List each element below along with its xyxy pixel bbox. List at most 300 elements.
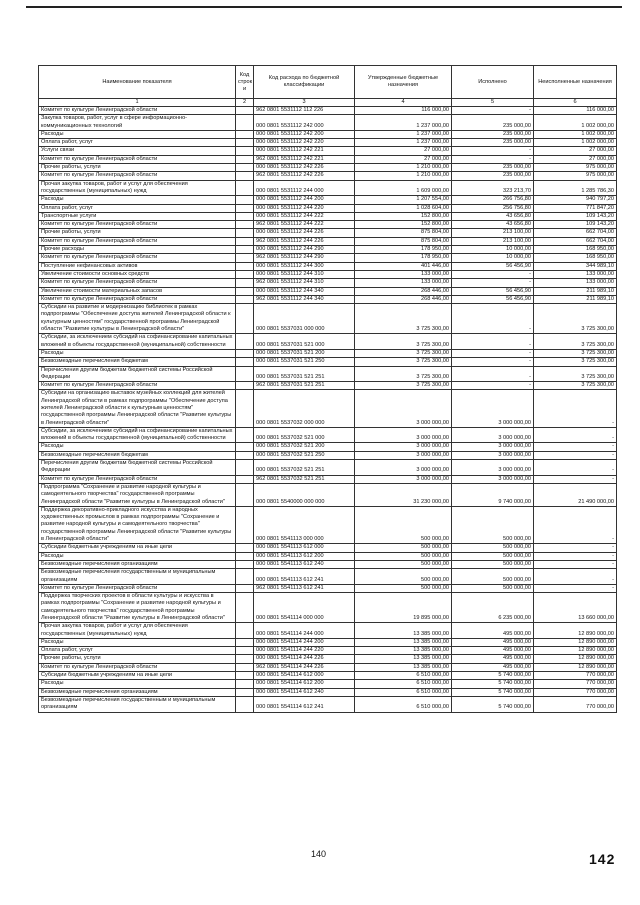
row-approved: 27 000,00	[355, 155, 452, 163]
row-expense-code: 000 0801 5537032 521 250	[254, 451, 355, 459]
row-name: Субсидии на организацию выставок музейных коллекций для жителей Ленинградской области в рамках подпрограммы "Обеспечение доступа жителей Ленинградской области к культурным ценностям" государственной программы Ленинградской области "Развитие культуры в Ленинградской области"	[39, 390, 236, 427]
row-name: Перечисления другим бюджетам бюджетной системы Российской Федерации	[39, 460, 236, 476]
row-line-code	[236, 172, 254, 180]
row-name: Оплата работ, услуг	[39, 647, 236, 655]
row-unexecuted: 12 890 000,00	[534, 623, 617, 639]
row-executed: 43 656,80	[452, 212, 534, 220]
row-approved: 6 510 000,00	[355, 680, 452, 688]
row-expense-code: 000 0801 5537032 000 000	[254, 390, 355, 427]
row-approved: 178 950,00	[355, 246, 452, 254]
table-row	[39, 638, 617, 646]
row-line-code	[236, 552, 254, 560]
row-name: Безвозмездные перечисления бюджетам	[39, 358, 236, 366]
top-rule	[26, 6, 622, 8]
table-row	[39, 544, 617, 552]
row-approved: 500 000,00	[355, 552, 452, 560]
row-line-code	[236, 475, 254, 483]
row-unexecuted: -	[534, 544, 617, 552]
row-line-code	[236, 107, 254, 115]
row-executed: 3 000 000,00	[452, 460, 534, 476]
table-row	[39, 390, 617, 427]
row-approved: 178 950,00	[355, 254, 452, 262]
row-approved: 1 237 000,00	[355, 139, 452, 147]
row-unexecuted: 975 000,00	[534, 172, 617, 180]
table-row	[39, 295, 617, 303]
header-name: Наименование показателя	[39, 66, 236, 99]
row-line-code	[236, 638, 254, 646]
row-executed: 266 756,80	[452, 196, 534, 204]
row-name: Комитет по культуре Ленинградской области	[39, 295, 236, 303]
row-name: Оплата работ, услуг	[39, 204, 236, 212]
row-name: Поддержка творческих проектов в области культуры и искусства в рамках подпрограммы "Сохранение и развитие народной культуры и самодеятельного творчества" государственной программы Ленинградской области "Развитие культуры в Ленинградской области"	[39, 593, 236, 623]
row-name: Расходы	[39, 196, 236, 204]
table-row	[39, 483, 617, 506]
table-row	[39, 623, 617, 639]
row-line-code	[236, 696, 254, 712]
header-executed: Исполнено	[452, 66, 534, 99]
row-expense-code: 000 0801 5537031 521 251	[254, 366, 355, 382]
row-name: Безвозмездные перечисления государственным и муниципальным организациям	[39, 696, 236, 712]
row-expense-code: 000 0801 5541114 612 000	[254, 672, 355, 680]
table-row	[39, 696, 617, 712]
row-approved: 3 000 000,00	[355, 443, 452, 451]
row-unexecuted: 12 890 000,00	[534, 663, 617, 671]
column-number: 5	[452, 99, 534, 107]
row-name: Расходы	[39, 130, 236, 138]
row-unexecuted: 12 890 000,00	[534, 638, 617, 646]
row-unexecuted: 3 725 300,00	[534, 358, 617, 366]
row-line-code	[236, 506, 254, 543]
row-name: Комитет по культуре Ленинградской области	[39, 237, 236, 245]
row-approved: 1 609 000,00	[355, 180, 452, 196]
row-name: Субсидии на развитие и модернизацию библиотек в рамках подпрограммы "Обеспечение доступа жителей Ленинградской области к культурным ценностям" государственной программы Ленинградской области "Развитие культуры в Ленинградской области"	[39, 304, 236, 334]
table-row	[39, 212, 617, 220]
row-approved: 133 000,00	[355, 270, 452, 278]
row-executed: 56 456,90	[452, 295, 534, 303]
row-name: Расходы	[39, 680, 236, 688]
row-name: Расходы	[39, 638, 236, 646]
row-expense-code: 000 0801 5541113 612 000	[254, 544, 355, 552]
row-executed: 56 456,90	[452, 262, 534, 270]
table-row	[39, 427, 617, 443]
row-line-code	[236, 680, 254, 688]
row-line-code	[236, 366, 254, 382]
row-approved: 3 000 000,00	[355, 390, 452, 427]
row-line-code	[236, 139, 254, 147]
row-expense-code: 000 0801 5541114 244 000	[254, 623, 355, 639]
row-executed: 500 000,00	[452, 544, 534, 552]
row-approved: 500 000,00	[355, 560, 452, 568]
row-expense-code: 000 0801 5537031 521 000	[254, 334, 355, 350]
row-approved: 3 725 300,00	[355, 358, 452, 366]
table-row	[39, 107, 617, 115]
row-name: Комитет по культуре Ленинградской области	[39, 382, 236, 390]
row-expense-code: 000 0801 5537031 000 000	[254, 304, 355, 334]
row-unexecuted: 3 725 300,00	[534, 382, 617, 390]
row-line-code	[236, 155, 254, 163]
table-row	[39, 475, 617, 483]
row-expense-code: 000 0801 5537032 521 000	[254, 427, 355, 443]
row-expense-code: 962 0801 5531112 242 226	[254, 172, 355, 180]
row-unexecuted: 770 000,00	[534, 680, 617, 688]
row-expense-code: 000 0801 5541113 612 200	[254, 552, 355, 560]
table-row	[39, 229, 617, 237]
row-name: Прочая закупка товаров, работ и услуг для обеспечения государственных (муниципальных) нужд	[39, 180, 236, 196]
row-approved: 3 725 300,00	[355, 366, 452, 382]
row-executed: 6 235 000,00	[452, 593, 534, 623]
row-unexecuted: -	[534, 390, 617, 427]
row-line-code	[236, 262, 254, 270]
row-unexecuted: 770 000,00	[534, 696, 617, 712]
row-executed: 256 756,80	[452, 204, 534, 212]
table-row	[39, 593, 617, 623]
table-row	[39, 506, 617, 543]
row-expense-code: 962 0801 5531112 244 310	[254, 279, 355, 287]
row-line-code	[236, 544, 254, 552]
row-approved: 3 725 300,00	[355, 382, 452, 390]
row-approved: 3 000 000,00	[355, 460, 452, 476]
row-executed: 9 740 000,00	[452, 483, 534, 506]
row-executed: 5 740 000,00	[452, 696, 534, 712]
row-line-code	[236, 460, 254, 476]
row-expense-code: 962 0801 5531112 112 226	[254, 107, 355, 115]
row-unexecuted: -	[534, 475, 617, 483]
row-executed: 500 000,00	[452, 584, 534, 592]
row-expense-code: 000 0801 5531112 244 000	[254, 180, 355, 196]
row-approved: 1 237 000,00	[355, 130, 452, 138]
row-expense-code: 000 0801 5531112 244 340	[254, 287, 355, 295]
row-name: Безвозмездные перечисления бюджетам	[39, 451, 236, 459]
row-approved: 268 446,00	[355, 295, 452, 303]
table-row	[39, 647, 617, 655]
row-expense-code: 000 0801 5531112 244 310	[254, 270, 355, 278]
row-name: Комитет по культуре Ленинградской области	[39, 254, 236, 262]
row-unexecuted: 211 989,10	[534, 287, 617, 295]
row-expense-code: 000 0801 5541114 244 226	[254, 655, 355, 663]
row-unexecuted: -	[534, 584, 617, 592]
table-row	[39, 451, 617, 459]
row-expense-code: 000 0801 5541113 000 000	[254, 506, 355, 543]
row-approved: 3 725 300,00	[355, 304, 452, 334]
row-unexecuted: -	[534, 427, 617, 443]
row-expense-code: 000 0801 5541114 244 200	[254, 638, 355, 646]
row-name: Прочие расходы	[39, 246, 236, 254]
row-name: Комитет по культуре Ленинградской области	[39, 279, 236, 287]
row-unexecuted: 211 989,10	[534, 295, 617, 303]
row-executed: 235 000,00	[452, 130, 534, 138]
row-unexecuted: 168 950,00	[534, 246, 617, 254]
row-approved: 875 804,00	[355, 237, 452, 245]
row-executed: 213 100,00	[452, 237, 534, 245]
row-unexecuted: 662 704,00	[534, 237, 617, 245]
row-executed: 3 000 000,00	[452, 427, 534, 443]
row-expense-code: 962 0801 5541113 612 241	[254, 584, 355, 592]
row-name: Безвозмездные перечисления организациям	[39, 560, 236, 568]
row-expense-code: 000 0801 5531112 242 200	[254, 130, 355, 138]
row-unexecuted: 1 002 000,00	[534, 130, 617, 138]
row-line-code	[236, 451, 254, 459]
row-expense-code: 962 0801 5541114 244 226	[254, 663, 355, 671]
row-name: Транспортные услуги	[39, 212, 236, 220]
row-name: Комитет по культуре Ленинградской области	[39, 155, 236, 163]
row-unexecuted: 12 890 000,00	[534, 655, 617, 663]
row-name: Подпрограмма "Сохранение и развитие народной культуры и самодеятельного творчества" государственной программы Ленинградской области "Развитие культуры в Ленинградской области"	[39, 483, 236, 506]
row-executed: 235 000,00	[452, 172, 534, 180]
row-approved: 500 000,00	[355, 544, 452, 552]
row-line-code	[236, 655, 254, 663]
row-line-code	[236, 390, 254, 427]
table-row	[39, 569, 617, 585]
row-name: Оплата работ, услуг	[39, 139, 236, 147]
row-line-code	[236, 196, 254, 204]
row-approved: 31 230 000,00	[355, 483, 452, 506]
row-executed: 235 000,00	[452, 139, 534, 147]
row-unexecuted: 116 000,00	[534, 107, 617, 115]
row-expense-code: 962 0801 5537031 521 251	[254, 382, 355, 390]
row-approved: 3 725 300,00	[355, 334, 452, 350]
row-unexecuted: -	[534, 560, 617, 568]
row-name: Закупка товаров, работ, услуг в сфере информационно-коммуникационных технологий	[39, 115, 236, 131]
row-line-code	[236, 569, 254, 585]
row-line-code	[236, 254, 254, 262]
row-line-code	[236, 237, 254, 245]
row-unexecuted: 27 000,00	[534, 155, 617, 163]
row-approved: 500 000,00	[355, 584, 452, 592]
table-row	[39, 349, 617, 357]
column-number: 4	[355, 99, 452, 107]
row-approved: 13 385 000,00	[355, 663, 452, 671]
row-unexecuted: -	[534, 443, 617, 451]
row-approved: 3 725 300,00	[355, 349, 452, 357]
row-approved: 1 028 604,00	[355, 204, 452, 212]
row-executed: 10 000,00	[452, 246, 534, 254]
row-line-code	[236, 221, 254, 229]
row-approved: 1 210 000,00	[355, 164, 452, 172]
row-approved: 3 000 000,00	[355, 475, 452, 483]
row-executed: 213 100,00	[452, 229, 534, 237]
row-line-code	[236, 212, 254, 220]
row-line-code	[236, 204, 254, 212]
row-expense-code: 000 0801 5540000 000 000	[254, 483, 355, 506]
row-approved: 401 446,00	[355, 262, 452, 270]
row-executed: 495 000,00	[452, 638, 534, 646]
table-row	[39, 584, 617, 592]
row-expense-code: 000 0801 5531112 244 226	[254, 229, 355, 237]
row-expense-code: 000 0801 5541114 612 200	[254, 680, 355, 688]
row-unexecuted: 1 285 786,30	[534, 180, 617, 196]
row-name: Перечисления другим бюджетам бюджетной системы Российской Федерации	[39, 366, 236, 382]
row-executed: -	[452, 147, 534, 155]
row-executed: 56 456,90	[452, 287, 534, 295]
row-line-code	[236, 647, 254, 655]
row-expense-code: 000 0801 5531112 244 200	[254, 196, 355, 204]
table-row	[39, 180, 617, 196]
table-row	[39, 155, 617, 163]
table-row	[39, 655, 617, 663]
row-line-code	[236, 427, 254, 443]
row-executed: -	[452, 358, 534, 366]
row-unexecuted: 12 890 000,00	[534, 647, 617, 655]
row-name: Комитет по культуре Ленинградской области	[39, 107, 236, 115]
row-approved: 1 237 000,00	[355, 115, 452, 131]
row-name: Субсидии, за исключением субсидий на софинансирование капитальных вложений в объекты государственной (муниципальной) собственности	[39, 427, 236, 443]
table-row	[39, 382, 617, 390]
row-executed: -	[452, 304, 534, 334]
header-row	[39, 66, 617, 99]
row-line-code	[236, 130, 254, 138]
row-approved: 152 800,00	[355, 212, 452, 220]
row-expense-code: 000 0801 5531112 244 222	[254, 212, 355, 220]
row-executed: 500 000,00	[452, 569, 534, 585]
table-row	[39, 334, 617, 350]
row-unexecuted: 109 143,20	[534, 212, 617, 220]
row-executed: -	[452, 334, 534, 350]
row-approved: 6 510 000,00	[355, 672, 452, 680]
row-line-code	[236, 688, 254, 696]
row-unexecuted: 1 002 000,00	[534, 139, 617, 147]
row-line-code	[236, 382, 254, 390]
row-executed: 3 000 000,00	[452, 443, 534, 451]
row-unexecuted: 770 000,00	[534, 688, 617, 696]
row-name: Безвозмездные перечисления организациям	[39, 688, 236, 696]
row-expense-code: 962 0801 5531112 242 221	[254, 155, 355, 163]
row-line-code	[236, 246, 254, 254]
row-approved: 500 000,00	[355, 569, 452, 585]
column-number: 2	[236, 99, 254, 107]
row-executed: 3 000 000,00	[452, 390, 534, 427]
table-row	[39, 139, 617, 147]
row-unexecuted: 109 143,20	[534, 221, 617, 229]
row-name: Субсидии бюджетным учреждениям на иные цели	[39, 544, 236, 552]
row-executed: 5 740 000,00	[452, 688, 534, 696]
header-expense-code: Код расхода по бюджетной классификации	[254, 66, 355, 99]
row-unexecuted: 662 704,00	[534, 229, 617, 237]
row-executed: -	[452, 107, 534, 115]
row-unexecuted: 3 725 300,00	[534, 349, 617, 357]
row-executed: 5 740 000,00	[452, 680, 534, 688]
row-name: Прочие работы, услуги	[39, 655, 236, 663]
row-line-code	[236, 593, 254, 623]
row-executed: 495 000,00	[452, 647, 534, 655]
row-line-code	[236, 164, 254, 172]
row-executed: -	[452, 366, 534, 382]
header-line-code: Код строк и	[236, 66, 254, 99]
table-row	[39, 130, 617, 138]
row-name: Комитет по культуре Ленинградской области	[39, 172, 236, 180]
row-expense-code: 000 0801 5531112 244 300	[254, 262, 355, 270]
row-executed: -	[452, 155, 534, 163]
budget-execution-table	[38, 65, 617, 713]
table-row	[39, 254, 617, 262]
row-line-code	[236, 287, 254, 295]
header-approved: Утвержденные бюджетные назначения	[355, 66, 452, 99]
row-line-code	[236, 295, 254, 303]
table-row	[39, 552, 617, 560]
row-line-code	[236, 180, 254, 196]
table-row	[39, 147, 617, 155]
column-number: 3	[254, 99, 355, 107]
table-row	[39, 366, 617, 382]
row-unexecuted: 771 847,20	[534, 204, 617, 212]
row-executed: 3 000 000,00	[452, 451, 534, 459]
column-number: 6	[534, 99, 617, 107]
row-approved: 13 385 000,00	[355, 638, 452, 646]
row-executed: 495 000,00	[452, 623, 534, 639]
table-row	[39, 237, 617, 245]
row-unexecuted: 21 490 000,00	[534, 483, 617, 506]
table-row	[39, 279, 617, 287]
table-body	[39, 107, 617, 713]
row-executed: 43 656,80	[452, 221, 534, 229]
row-expense-code: 000 0801 5531112 242 221	[254, 147, 355, 155]
row-line-code	[236, 349, 254, 357]
row-unexecuted: 3 725 300,00	[534, 304, 617, 334]
table-row	[39, 304, 617, 334]
row-approved: 13 385 000,00	[355, 647, 452, 655]
row-executed: 495 000,00	[452, 655, 534, 663]
table-row	[39, 560, 617, 568]
table-row	[39, 115, 617, 131]
row-expense-code: 000 0801 5531112 242 226	[254, 164, 355, 172]
row-unexecuted: 975 000,00	[534, 164, 617, 172]
row-unexecuted: 133 000,00	[534, 270, 617, 278]
row-executed: 500 000,00	[452, 552, 534, 560]
row-unexecuted: -	[534, 552, 617, 560]
row-name: Услуги связи	[39, 147, 236, 155]
row-approved: 1 210 000,00	[355, 172, 452, 180]
table-row	[39, 172, 617, 180]
row-approved: 1 207 554,00	[355, 196, 452, 204]
row-name: Комитет по культуре Ленинградской области	[39, 584, 236, 592]
row-name: Расходы	[39, 443, 236, 451]
row-unexecuted: 1 002 000,00	[534, 115, 617, 131]
row-approved: 152 800,00	[355, 221, 452, 229]
row-name: Увеличение стоимости основных средств	[39, 270, 236, 278]
row-name: Субсидии бюджетным учреждениям на иные цели	[39, 672, 236, 680]
table-row	[39, 672, 617, 680]
row-name: Поступление нефинансовых активов	[39, 262, 236, 270]
table-row	[39, 262, 617, 270]
row-unexecuted: -	[534, 569, 617, 585]
row-approved: 19 895 000,00	[355, 593, 452, 623]
row-executed: 500 000,00	[452, 560, 534, 568]
row-expense-code: 000 0801 5531112 242 000	[254, 115, 355, 131]
row-expense-code: 000 0801 5541114 000 000	[254, 593, 355, 623]
row-executed: 235 000,00	[452, 164, 534, 172]
row-line-code	[236, 672, 254, 680]
row-unexecuted: 940 797,20	[534, 196, 617, 204]
row-unexecuted: 168 950,00	[534, 254, 617, 262]
table-row	[39, 287, 617, 295]
row-name: Увеличение стоимости материальных запасов	[39, 287, 236, 295]
row-expense-code: 962 0801 5531112 244 290	[254, 254, 355, 262]
table-row	[39, 196, 617, 204]
row-unexecuted: -	[534, 460, 617, 476]
row-line-code	[236, 584, 254, 592]
row-executed: 3 000 000,00	[452, 475, 534, 483]
row-line-code	[236, 443, 254, 451]
table-row	[39, 688, 617, 696]
row-expense-code: 000 0801 5531112 244 290	[254, 246, 355, 254]
row-executed: -	[452, 382, 534, 390]
row-unexecuted: 133 000,00	[534, 279, 617, 287]
row-name: Прочие работы, услуги	[39, 229, 236, 237]
column-number-row	[39, 99, 617, 107]
row-unexecuted: -	[534, 451, 617, 459]
table-row	[39, 164, 617, 172]
table-row	[39, 358, 617, 366]
row-executed: 323 213,70	[452, 180, 534, 196]
